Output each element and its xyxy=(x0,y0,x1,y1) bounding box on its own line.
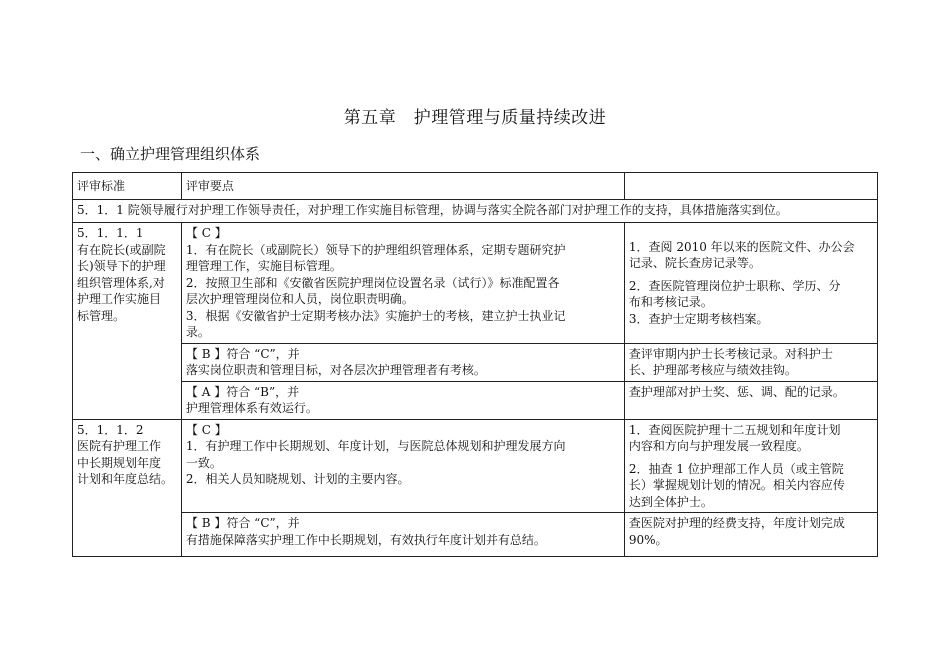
review-standards-table xyxy=(72,172,878,557)
section-title: 一、确立护理管理组织体系 xyxy=(80,145,261,163)
table-row xyxy=(73,381,878,419)
item1-c-methods: 1．查阅 2010 年以来的医院文件、办公会 记录、院长查房记录等。 2．查医院管理岗位护士职称、学历、分 布和考核记录。 3．查护士定期考核档案。 xyxy=(624,223,877,344)
item1-b-points: 【 B 】符合 “C”，并 落实岗位职责和管理目标，对各层次护理管理者有考核。 xyxy=(181,343,624,381)
item1-c-points: 【 C 】 1．有在院长（或副院长）领导下的护理组织管理体系，定期专题研究护 理管理工作，实施目标管理。 2．按照卫生部和《安徽省医院护理岗位设置名录（试行）》标准配置各 层次护理管理岗位和人员，岗位职责明确。 3．根据《安徽省护士定期考核办法》实施护士的考核，建立护士执业记 录。 xyxy=(181,223,624,344)
header-standard: 评审标准 xyxy=(73,173,182,200)
standard-row xyxy=(73,200,878,223)
item2-c-methods: 1．查阅医院护理十二五规划和年度计划 内容和方向与护理发展一致程度。 2．抽查 1 位护理部工作人员（或主管院 长）掌握规划计划的情况。相关内容应传 达到全体护士。 xyxy=(624,419,877,513)
item1-standard: 5．1．1．1 有在院长(或副院 长)领导下的护理 组织管理体系,对 护理工作实施目 标管理。 xyxy=(73,223,182,420)
table-header-row xyxy=(73,173,878,200)
table-row xyxy=(73,419,878,513)
item1-a-points: 【 A 】符合 “B”，并 护理管理体系有效运行。 xyxy=(181,381,624,419)
item1-a-methods: 查护理部对护士奖、惩、调、配的记录。 xyxy=(624,381,877,419)
table-row xyxy=(73,343,878,381)
item1-b-methods: 查评审期内护士长考核记录。对科护士 长、护理部考核应与绩效挂钩。 xyxy=(624,343,877,381)
item2-standard: 5．1．1．2 医院有护理工作 中长期规划年度 计划和年度总结。 xyxy=(73,419,182,557)
item2-c-points: 【 C 】 1．有护理工作中长期规划、年度计划，与医院总体规划和护理发展方向 一致。 2．相关人员知晓规划、计划的主要内容。 xyxy=(181,419,624,513)
table-row xyxy=(73,513,878,557)
standard-text: 5．1．1 院领导履行对护理工作领导责任，对护理工作实施目标管理，协调与落实全院各部门对护理工作的支持，具体措施落实到位。 xyxy=(73,200,878,223)
chapter-title: 第五章 护理管理与质量持续改进 xyxy=(343,108,607,128)
item2-b-points: 【 B 】符合 “C”，并 有措施保障落实护理工作中长期规划，有效执行年度计划并有总结。 xyxy=(181,513,624,557)
table-row xyxy=(73,223,878,344)
header-key-points: 评审要点 xyxy=(181,173,624,200)
header-methods xyxy=(624,173,877,200)
item2-b-methods: 查医院对护理的经费支持，年度计划完成 90%。 xyxy=(624,513,877,557)
